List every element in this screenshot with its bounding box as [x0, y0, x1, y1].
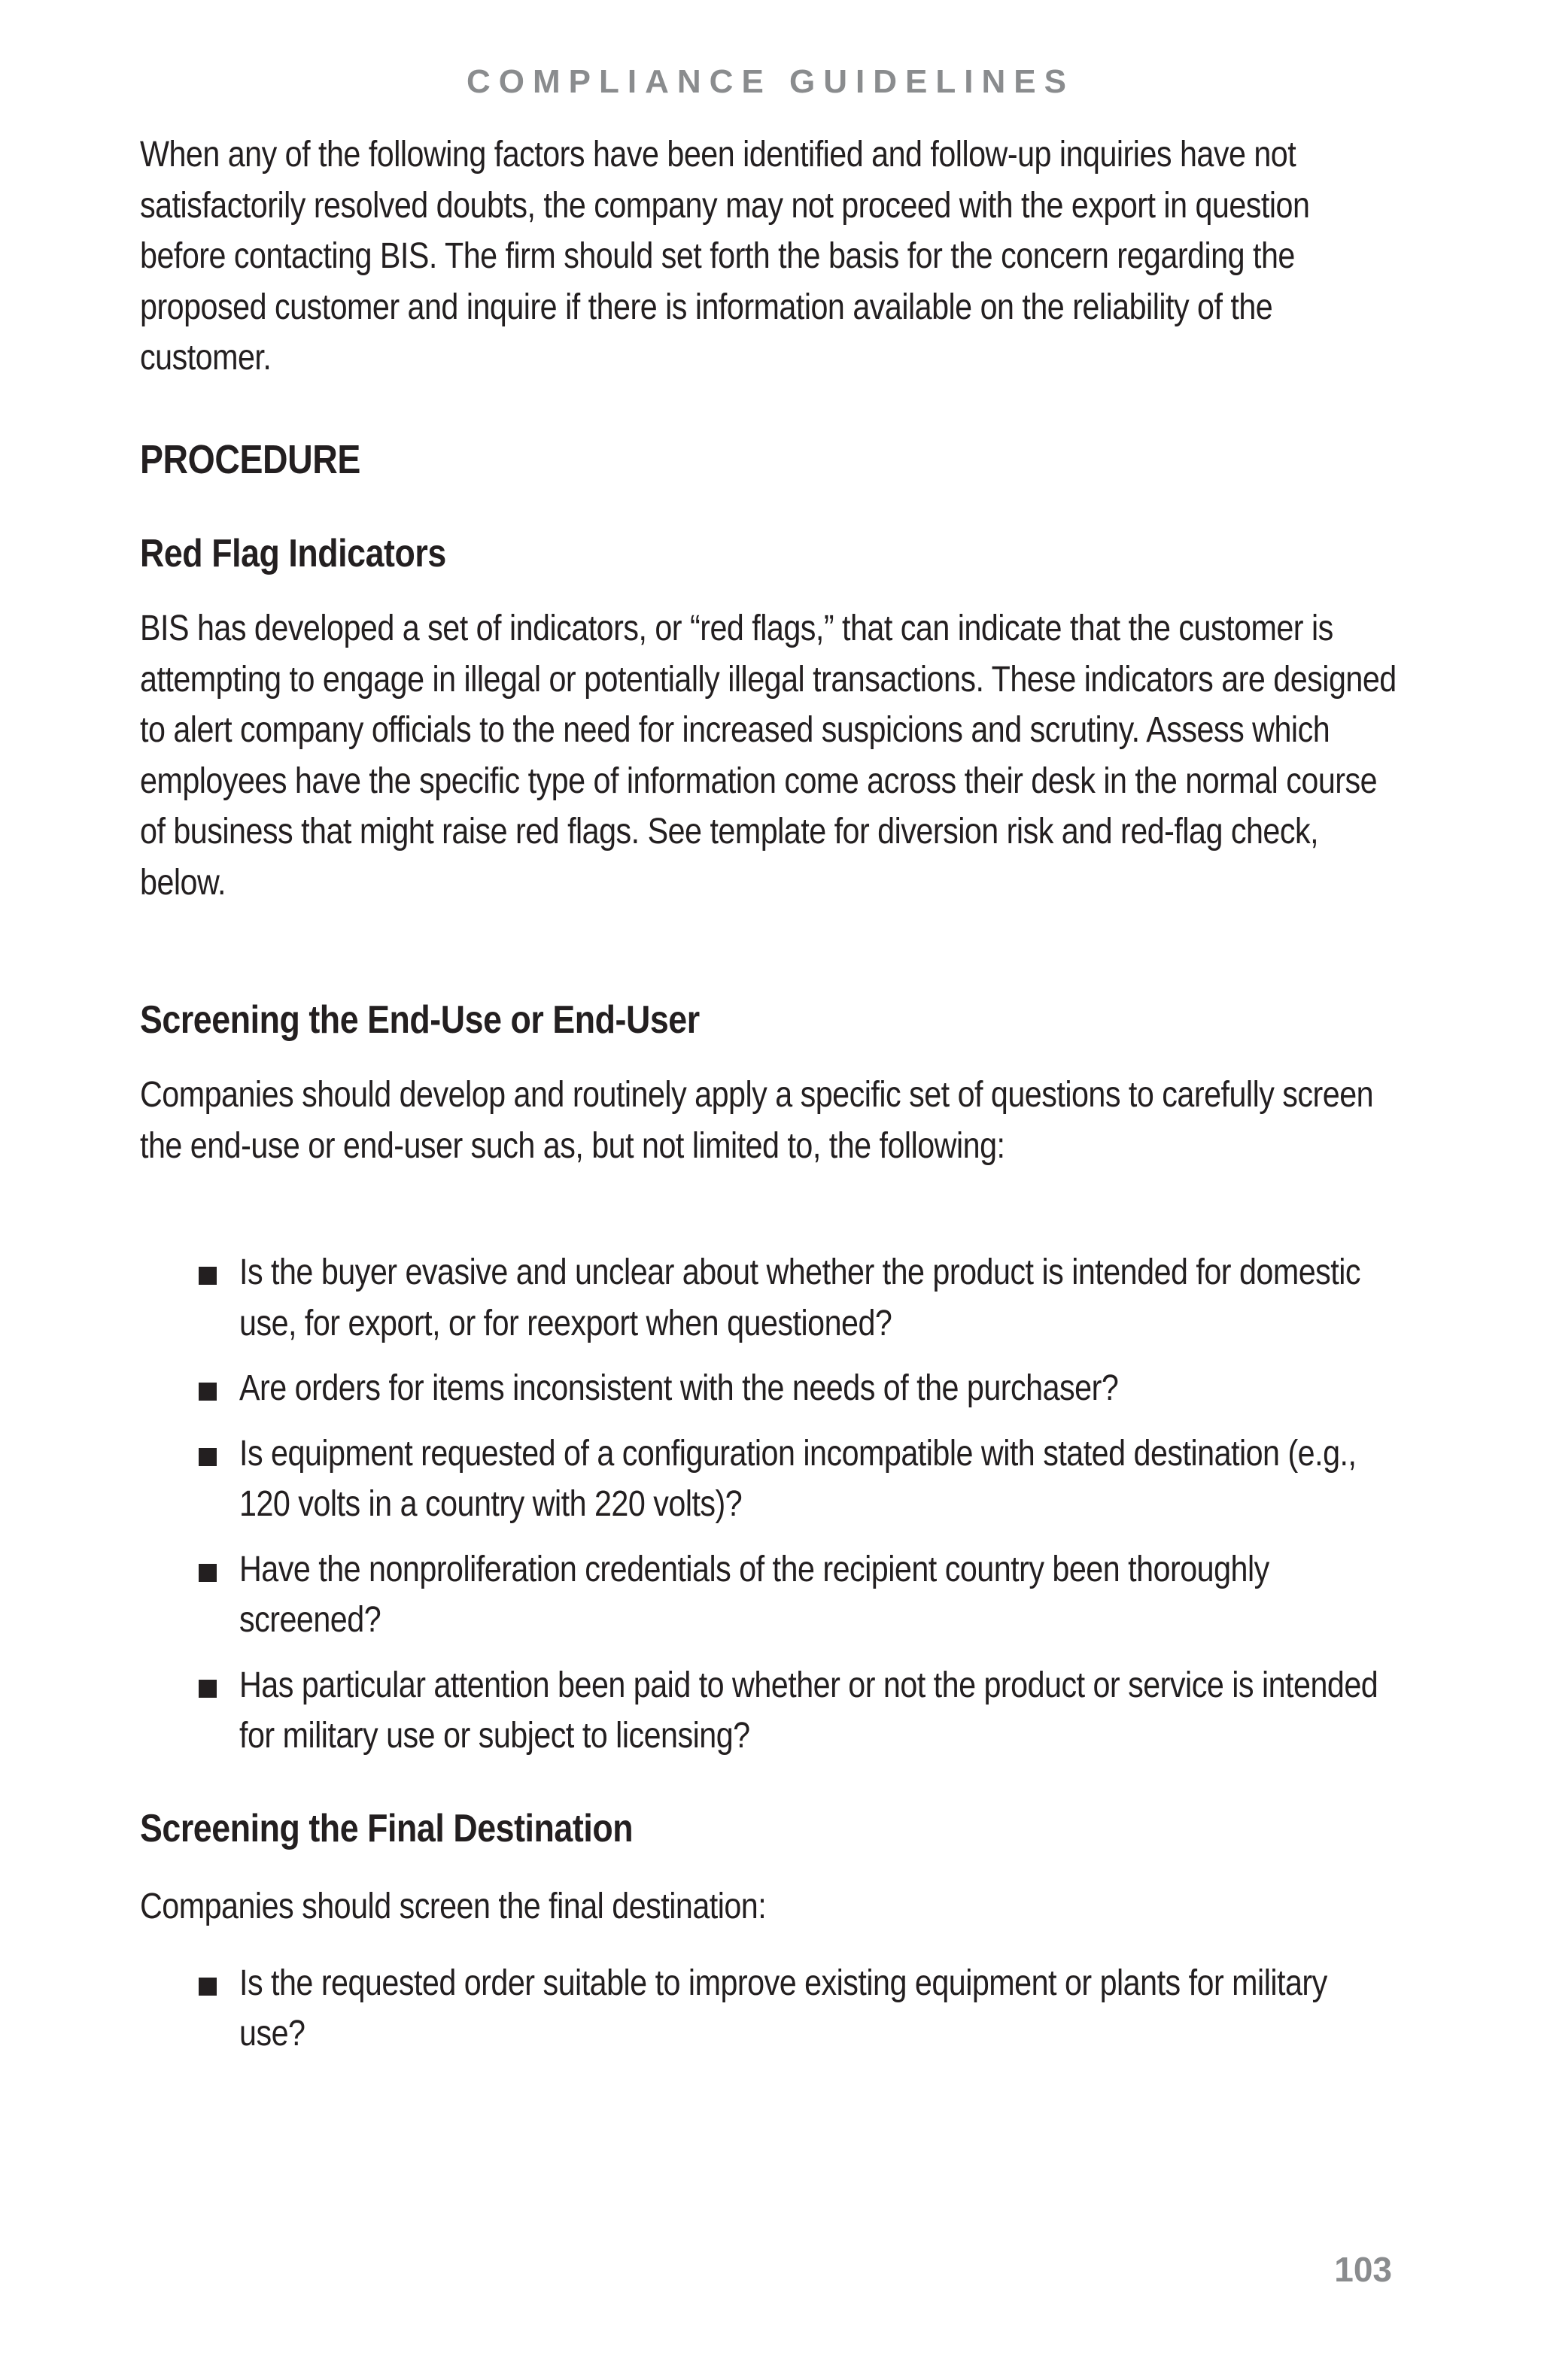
- red-flag-heading: Red Flag Indicators: [140, 532, 446, 575]
- list-item-text: Has particular attention been paid to whether or not the product or service is intended for military use or subject to licensing?: [239, 1665, 1378, 1756]
- list-item-text: Is equipment requested of a configuration incompatible with stated destination (e.g., 120 volts in a country with 220 volts)?: [239, 1433, 1357, 1524]
- list-item: [140, 1428, 1404, 1530]
- square-bullet-icon: [199, 1978, 217, 1996]
- final-destination-paragraph: Companies should screen the final destination:: [140, 1886, 767, 1926]
- final-destination-heading: Screening the Final Destination: [140, 1806, 634, 1850]
- end-use-question-list: [140, 1247, 1404, 1762]
- list-item: [140, 1247, 1404, 1349]
- square-bullet-icon: [199, 1383, 217, 1401]
- list-item: [140, 1544, 1404, 1646]
- list-item: [140, 1958, 1404, 2060]
- square-bullet-icon: [199, 1448, 217, 1466]
- square-bullet-icon: [199, 1564, 217, 1582]
- list-item-text: Is the requested order suitable to improve existing equipment or plants for military use?: [239, 1963, 1327, 2054]
- list-item: [140, 1660, 1404, 1762]
- list-item-text: Are orders for items inconsistent with the needs of the purchaser?: [239, 1368, 1119, 1408]
- page-number: 103: [1334, 2250, 1392, 2289]
- list-item-text: Have the nonproliferation credentials of the recipient country been thoroughly screened?: [239, 1549, 1269, 1640]
- intro-paragraph: When any of the following factors have been identified and follow-up inquiries have not satisfactorily resolved doubts, the company may not proceed with the export in question before contacting BIS. The firm should set forth the basis for the concern regarding the proposed customer and inquire if there is information available on the reliability of the customer.: [140, 135, 1310, 378]
- end-use-heading: Screening the End-Use or End-User: [140, 998, 700, 1042]
- list-item-text: Is the buyer evasive and unclear about whether the product is intended for domestic use, for export, or for reexport when questioned?: [239, 1252, 1361, 1343]
- running-head: COMPLIANCE GUIDELINES: [467, 63, 1074, 100]
- final-destination-question-list: [140, 1958, 1404, 2060]
- square-bullet-icon: [199, 1267, 217, 1285]
- procedure-heading: PROCEDURE: [140, 437, 360, 482]
- end-use-paragraph: Companies should develop and routinely apply a specific set of questions to carefully screen the end-use or end-user such as, but not limited to, the following:: [140, 1075, 1374, 1166]
- page-content: [140, 129, 1404, 2074]
- red-flag-paragraph: BIS has developed a set of indicators, or “red flags,” that can indicate that the customer is attempting to engage in illegal or potentially illegal transactions. These indicators are designed to alert company officials to the need for increased suspicions and scrutiny. Assess which employees have the specific type of information come across their desk in the normal course of business that might raise red flags. See template for diversion risk and red-flag check, below.: [140, 609, 1397, 903]
- list-item: [140, 1363, 1404, 1414]
- square-bullet-icon: [199, 1680, 217, 1698]
